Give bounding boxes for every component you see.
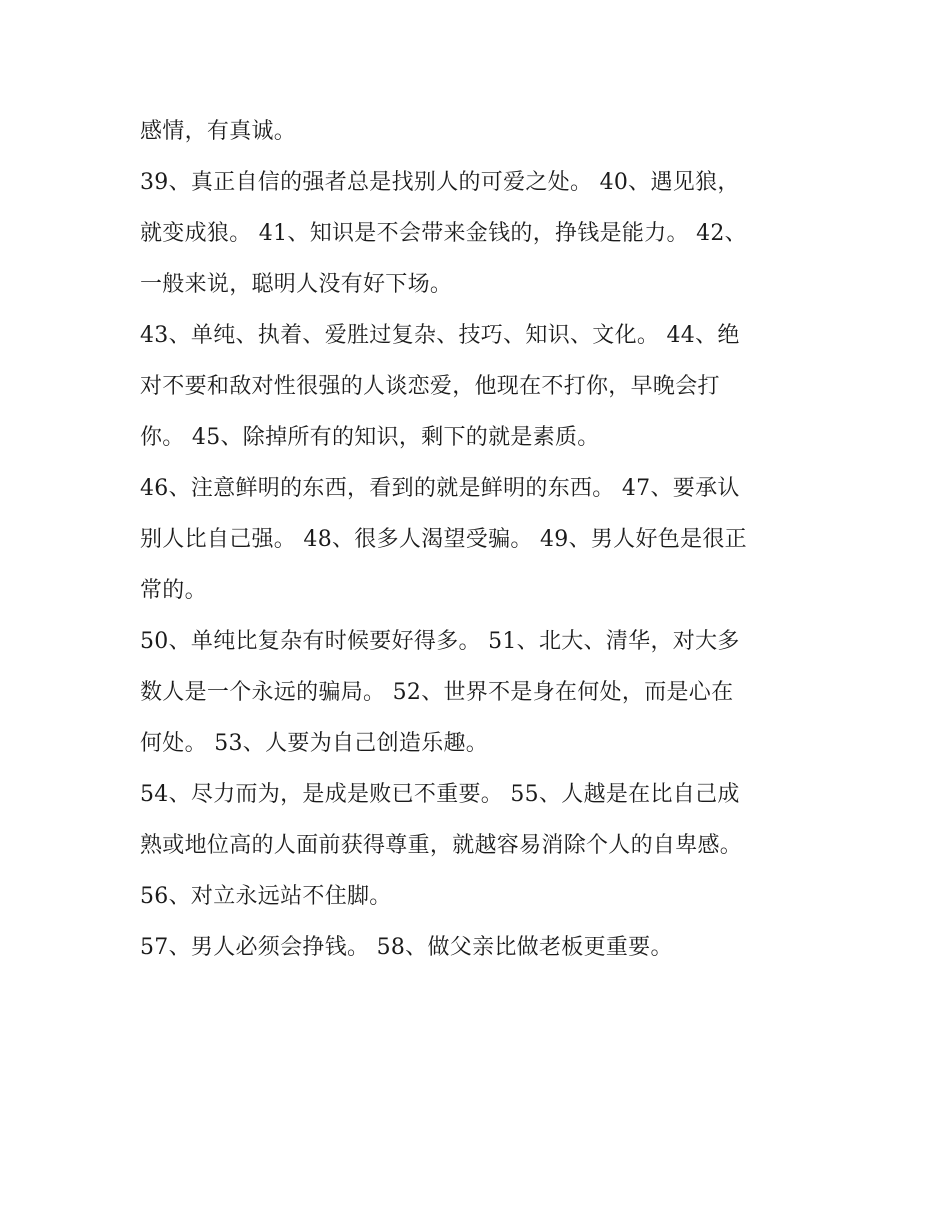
text-line: 别人比自己强。 48、很多人渴望受骗。 49、男人好色是很正 [140, 527, 747, 552]
text-line: 一般来说，聪明人没有好下场。 [140, 272, 453, 297]
text-line: 43、单纯、执着、爱胜过复杂、技巧、知识、文化。 44、绝 [140, 323, 740, 348]
text-line: 常的。 [140, 578, 207, 603]
text-line: 数人是一个永远的骗局。 52、世界不是身在何处，而是心在 [140, 680, 734, 705]
text-line: 你。 45、除掉所有的知识，剩下的就是素质。 [140, 425, 600, 450]
text-line: 54、尽力而为，是成是败已不重要。 55、人越是在比自己成 [140, 782, 740, 807]
document-body [140, 106, 820, 973]
text-line: 46、注意鲜明的东西，看到的就是鲜明的东西。 47、要承认 [140, 476, 740, 501]
text-line: 熟或地位高的人面前获得尊重，就越容易消除个人的自卑感。 [140, 833, 743, 858]
text-line: 何处。 53、人要为自己创造乐趣。 [140, 731, 489, 756]
text-line: 就变成狼。 41、知识是不会带来金钱的，挣钱是能力。 42、 [140, 221, 747, 246]
text-line: 39、真正自信的强者总是找别人的可爱之处。 40、遇见狼， [140, 170, 740, 195]
text-line: 对不要和敌对性很强的人谈恋爱，他现在不打你，早晚会打 [140, 374, 720, 399]
text-line: 56、对立永远站不住脚。 [140, 884, 392, 909]
text-line: 57、男人必须会挣钱。 58、做父亲比做老板更重要。 [140, 935, 673, 960]
text-line: 50、单纯比复杂有时候要好得多。 51、北大、清华，对大多 [140, 629, 740, 654]
text-line: 感情，有真诚。 [140, 119, 297, 144]
